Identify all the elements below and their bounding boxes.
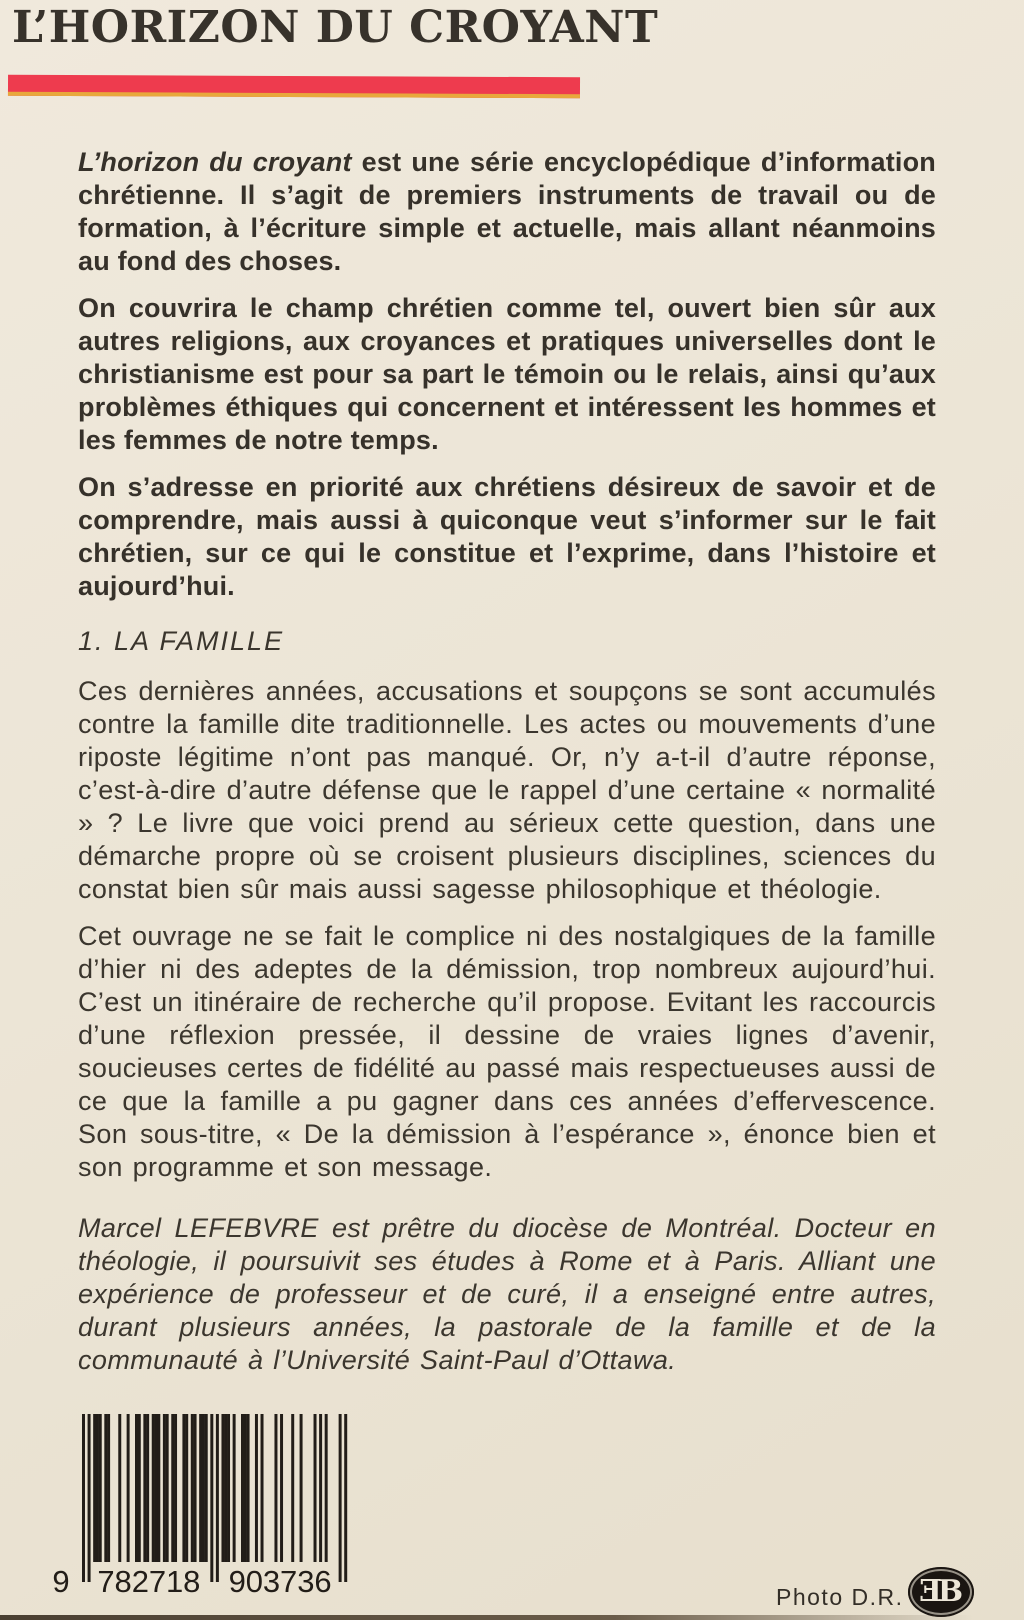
series-intro-paragraph-1-text: est une série encyclopédique d’information chrétienne. Il s’agit de premiers instruments de travail ou de formation, à l’écriture simple et actuelle, mais allant néanmoins au fond des choses. bbox=[78, 147, 936, 276]
book-description-paragraph-2: Cet ouvrage ne se fait le complice ni des nostalgiques de la famille d’hier ni des adeptes de la démission, trop nombreux aujourd’hui. C’est un itinéraire de recherche qu’il propose. Evitant les raccourcis d’une réflexion pressée, il dessine de vraies lignes d’avenir, soucieuses certes de fidélité au passé mais respectueuses aussi de ce que la famille a pu gagner dans ces années d’effervescence. Son sous-titre, « De la démission à l’espérance », énonce bien et son programme et son message. bbox=[78, 921, 936, 1182]
series-intro-paragraph-2: On couvrira le champ chrétien comme tel, ouvert bien sûr aux autres religions, aux croyances et pratiques universelles dont le christianisme est pour sa part le témoin ou le relais, ainsi qu’aux problèmes éthiques qui concernent et intéressent les hommes et les femmes de notre temps. bbox=[78, 293, 936, 455]
series-intro-paragraph-3: On s’adresse en priorité aux chrétiens désireux de savoir et de comprendre, mais aussi à quiconque veut s’informer sur le fait chrétien, sur ce qui le constitue et l’exprime, dans l’histoire et aujourd’hui. bbox=[78, 472, 936, 601]
barcode-bars bbox=[46, 1414, 348, 1598]
barcode bbox=[46, 1414, 348, 1598]
publisher-monogram bbox=[918, 1574, 964, 1609]
back-cover-text bbox=[78, 146, 936, 1391]
book-description-paragraph-1: Ces dernières années, accusations et soupçons se sont accumulés contre la famille dite traditionnelle. Les actes ou mouvements d’une riposte légitime n’ont pas manqué. Or, n’y a-t-il d’autre réponse, c’est-à-dire d’autre défense que le rappel d’une certaine « normalité » ? Le livre que voici prend au sérieux cette question, dans une démarche propre où se croisent plusieurs disciplines, sciences du constat bien sûr mais aussi sagesse philosophique et théologie. bbox=[78, 676, 936, 904]
series-intro-paragraph-1 bbox=[78, 146, 936, 278]
svg-text:9: 9 bbox=[52, 1564, 70, 1598]
publisher-monogram-right: B bbox=[937, 1574, 964, 1609]
publisher-logo bbox=[908, 1567, 974, 1617]
photo-credit: Photo D.R. bbox=[776, 1584, 904, 1610]
title-underline-bar bbox=[8, 75, 580, 98]
svg-text:903736: 903736 bbox=[228, 1564, 332, 1598]
author-bio: Marcel LEFEBVRE est prêtre du diocèse de Montréal. Docteur en théologie, il poursuivit ses études à Rome et à Paris. Alliant une expérience de professeur et de curé, il a enseigné entre autres, durant plusieurs années, la pastorale de la famille et de la communauté à l’Université Saint-Paul d’Ottawa. bbox=[78, 1213, 936, 1375]
svg-text:782718: 782718 bbox=[97, 1564, 201, 1598]
publisher-monogram-left: E bbox=[918, 1574, 942, 1609]
series-title-italic: L’horizon du croyant bbox=[78, 147, 352, 177]
section-heading: 1. LA FAMILLE bbox=[78, 626, 285, 656]
photo-bottom-edge bbox=[0, 1615, 1024, 1620]
page-title: L’HORIZON DU CROYANT bbox=[12, 2, 659, 53]
